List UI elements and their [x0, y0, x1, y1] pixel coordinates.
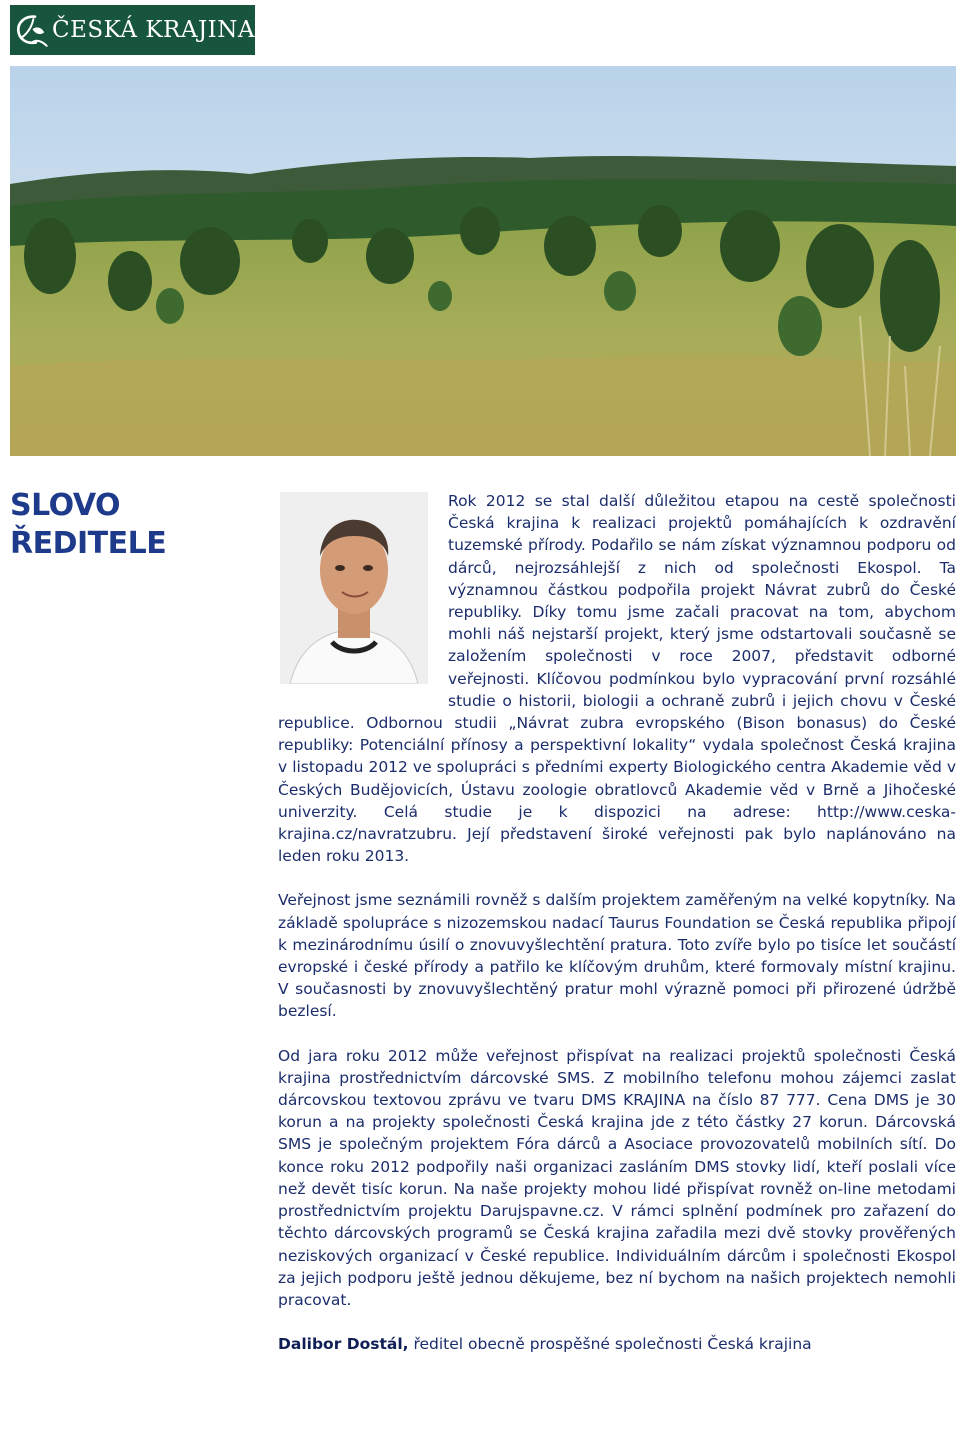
signature-role: ředitel obecně prospěšné společnosti Česká krajina	[408, 1335, 812, 1354]
hero-landscape-photo	[10, 66, 956, 456]
article-paragraph-1: Rok 2012 se stal další důležitou etapou na cestě společnosti Česká krajina k realizaci projektů pomáhajících k ozdravění tuzemské přírody. Podařilo se nám získat významnou podporu od dárců, nejrozsáhlejší z nich od společnosti Ekospol. Ta významnou částkou podpořila projekt Návrat zubrů do České republiky. Díky tomu jsme začali pracovat na tom, abychom mohli náš nejstarší projekt, který jsme odstartovali současně se založením společnosti v roce 2007, představit odborné veřejnosti. Klíčovou podmínkou bylo vypracování první rozsáhlé studie o historii, biologii a ochraně zubrů i jejich chovu v České republice. Odbornou studii „Návrat zubra evropského (Bison bonasus) do České republiky: Potenciální přínosy a perspektivní lokality“ vydala společnost Česká krajina v listopadu 2012 ve spolupráci s předními experty Biologického centra Akademie věd v Českých Budějovicích, Ústavu zoologie obratlovců Akademie věd v Brně a Jihočeské univerzity. Celá studie je k dispozici na adrese: http://www.ceska-krajina.cz/navratzubru. Její představení široké veřejnosti pak bylo naplánováno na leden roku 2013.	[278, 492, 956, 866]
brand-logo[interactable]	[10, 5, 255, 55]
section-title-line2: ŘEDITELE	[10, 526, 167, 561]
portrait-float-spacer	[278, 490, 448, 712]
section-title-line1: SLOVO	[10, 488, 121, 523]
director-letter	[278, 490, 956, 1355]
signature-name: Dalibor Dostál,	[278, 1335, 409, 1354]
article-paragraph-2: Veřejnost jsme seznámili rovněž s dalším projektem zaměřeným na velké kopytníky. Na základě spolupráce s nizozemskou nadací Taurus Foundation se Česká republika připojí k mezinárodnímu úsilí o znovuvyšlechtění pratura. Toto zvíře bylo po tisíce let součástí evropské i české přírody a patřilo ke klíčovým druhům, které formovaly místní krajinu. V současnosti by znovuvyšlechtěný pratur mohl výrazně pomoci při přirozené údržbě bezlesí.	[278, 891, 956, 1021]
signature	[278, 1333, 956, 1355]
header	[0, 0, 960, 60]
section-title	[10, 487, 210, 563]
landscape-photo-meadow-hills-icon	[10, 66, 956, 456]
stylized-ck-monogram-icon	[10, 5, 50, 55]
logo-text: ČESKÁ KRAJINA	[52, 17, 255, 43]
article-paragraph-3: Od jara roku 2012 může veřejnost přispívat na realizaci projektů společnosti Česká krajina prostřednictvím dárcovské SMS. Z mobilního telefonu mohou zájemci zaslat dárcovskou textovou zprávu ve tvaru DMS KRAJINA na číslo 87 777. Cena DMS je 30 korun a na projekty společnosti Česká krajina jde z této částky 27 korun. Dárcovská SMS je společným projektem Fóra dárců a Asociace provozovatelů mobilních sítí. Do konce roku 2012 podpořily naši organizaci zasláním DMS stovky lidí, kteří poslali více než devět tisíc korun. Na naše projekty mohou lidé přispívat rovněž on-line metodami prostřednictvím projektu Darujspavne.cz. V rámci splnění podmínek pro zařazení do těchto dárcovských programů se Česká krajina zařadila mezi dvě stovky prověřených neziskových organizací v České republice. Individuálním dárcům i společnosti Ekospol za jejich podporu ještě jednou děkujeme, bez ní bychom na našich projektech nemohli pracovat.	[278, 1046, 956, 1309]
